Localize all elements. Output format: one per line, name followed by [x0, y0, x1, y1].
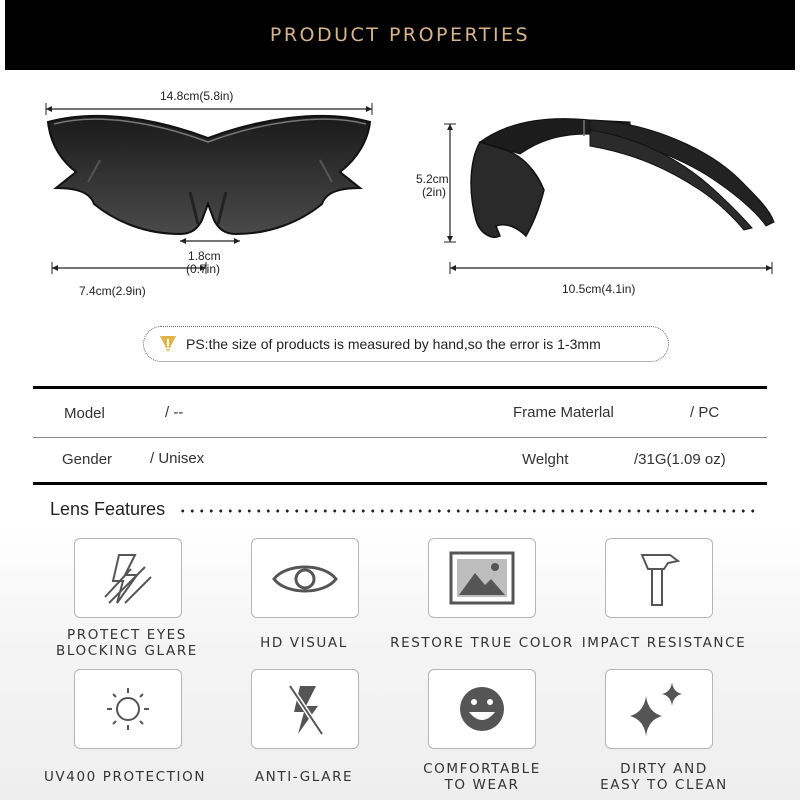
side-dimension-lines: [440, 118, 780, 278]
spec-label-weight: Welght: [522, 451, 569, 468]
feature-card-comfortable: [428, 669, 536, 749]
feature-label-impact-resistance: IMPACT RESISTANCE: [581, 635, 747, 651]
hammer-icon: [606, 539, 712, 617]
feature-label-hd-visual: HD VISUAL: [260, 635, 348, 651]
spec-value-frame-material: / PC: [690, 404, 720, 421]
sparkle-icon: [606, 670, 712, 748]
header-banner: [5, 0, 795, 70]
note-text: PS:the size of products is measured by hand,so the error is 1-3mm: [186, 336, 601, 352]
no-lightning-icon: [252, 670, 358, 748]
table-top-rule: [33, 386, 767, 389]
spec-label-model: Model: [64, 405, 105, 422]
feature-card-protect-eyes: [74, 538, 182, 618]
feature-label-comfortable-line1: COMFORTABLE: [423, 761, 541, 777]
picture-icon: [429, 539, 535, 617]
feature-card-easy-clean: [605, 669, 713, 749]
feature-label-true-color: RESTORE TRUE COLOR: [390, 635, 574, 651]
feature-label-protect-eyes-line2: BLOCKING GLARE: [56, 643, 198, 659]
spec-value-weight: /31G(1.09 oz): [634, 451, 726, 468]
feature-label-anti-glare: ANTI-GLARE: [254, 769, 354, 785]
feature-card-anti-glare: [251, 669, 359, 749]
page-title: PRODUCT PROPERTIES: [269, 24, 531, 46]
table-mid-rule: [33, 437, 767, 438]
feature-label-easy-clean-line1: DIRTY AND: [620, 761, 708, 777]
warning-icon: [158, 334, 178, 354]
feature-label-uv400: UV400 PROTECTION: [43, 769, 207, 785]
bridge-inch-label: (0.7in): [186, 262, 221, 276]
lightning-shield-icon: [75, 539, 181, 617]
eye-icon: [252, 539, 358, 617]
table-bottom-rule: [33, 482, 767, 485]
lens-height-inch-label: (2in): [422, 185, 447, 199]
spec-value-model: / --: [165, 404, 184, 421]
features-title: Lens Features: [50, 499, 166, 519]
sun-icon: [75, 670, 181, 748]
lens-width-label: 7.4cm(2.9in): [79, 284, 146, 298]
bridge-label: 1.8cm: [188, 249, 221, 263]
spec-value-gender: / Unisex: [150, 450, 205, 467]
feature-label-protect-eyes-line1: PROTECT EYES: [67, 627, 187, 643]
temple-length-label: 10.5cm(4.1in): [562, 282, 636, 296]
feature-card-true-color: [428, 538, 536, 618]
smiley-icon: [429, 670, 535, 748]
feature-card-impact-resistance: [605, 538, 713, 618]
measurement-note: [143, 326, 669, 362]
spec-label-gender: Gender: [62, 451, 113, 468]
lens-height-label: 5.2cm: [416, 172, 449, 186]
feature-label-comfortable-line2: TO WEAR: [444, 777, 520, 793]
spec-label-frame-material: Frame Materlal: [513, 404, 614, 421]
feature-card-hd-visual: [251, 538, 359, 618]
features-dotted-divider: [178, 508, 756, 514]
feature-label-easy-clean-line2: EASY TO CLEAN: [600, 777, 728, 793]
feature-card-uv400: [74, 669, 182, 749]
total-width-label: 14.8cm(5.8in): [160, 89, 234, 103]
